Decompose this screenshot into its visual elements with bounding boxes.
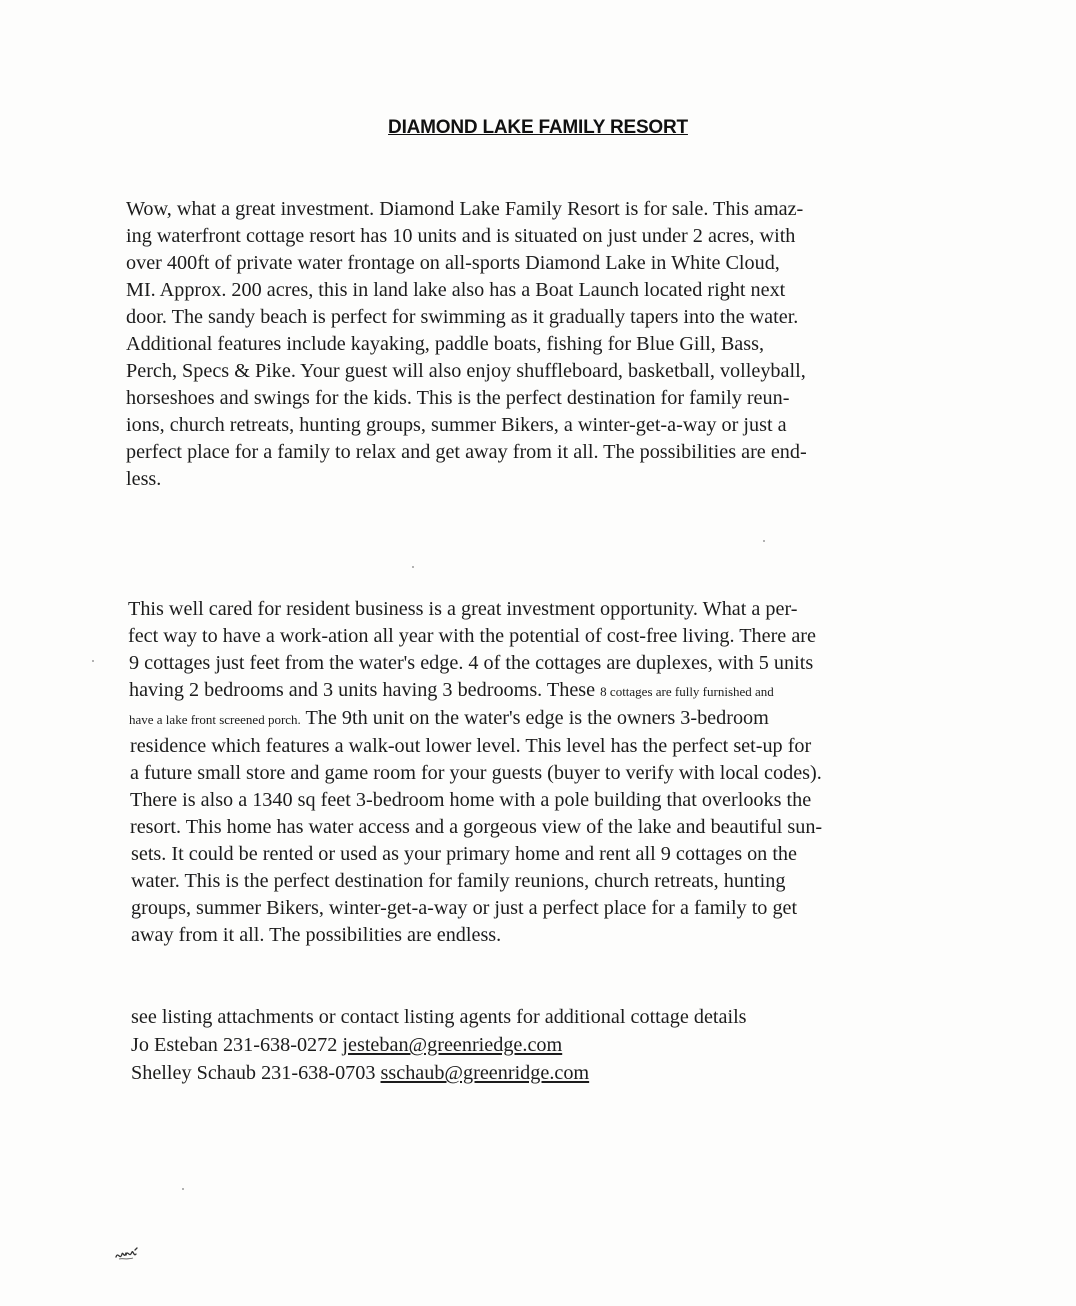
contact-block <box>131 1003 747 1087</box>
text-line: horseshoes and swings for the kids. This is the perfect destination for family reun- <box>126 387 790 409</box>
agent-1-name-phone: Jo Esteban 231-638-0272 <box>131 1034 343 1056</box>
contact-note: see listing attachments or contact listing agents for additional cottage details <box>131 1006 747 1028</box>
text-line: There is also a 1340 sq feet 3-bedroom home with a pole building that overlooks the <box>130 789 812 811</box>
text-line: Additional features include kayaking, paddle boats, fishing for Blue Gill, Bass, <box>126 333 765 355</box>
text-line: away from it all. The possibilities are endless. <box>131 924 502 946</box>
text-line: door. The sandy beach is perfect for swimming as it gradually tapers into the water. <box>126 306 799 328</box>
scan-speck <box>92 660 94 662</box>
text-line: water. This is the perfect destination for family reunions, church retreats, hunting <box>131 870 786 892</box>
agent-1-email-link[interactable]: jesteban@greenriedge.com <box>342 1034 563 1056</box>
text-line: groups, summer Bikers, winter-get-a-way or just a perfect place for a family to get <box>131 897 798 919</box>
text-line <box>129 677 822 705</box>
text-line: Perch, Specs & Pike. Your guest will also enjoy shuffleboard, basketball, volleyball, <box>126 360 806 382</box>
text-line: ing waterfront cottage resort has 10 units and is situated on just under 2 acres, with <box>126 225 796 247</box>
scan-speck <box>182 1188 184 1190</box>
text-line: 9 cottages just feet from the water's edge. 4 of the cottages are duplexes, with 5 units <box>129 652 814 674</box>
small-text-run: have a lake front screened porch. <box>129 712 301 727</box>
text-run: having 2 bedrooms and 3 units having 3 bedrooms. These <box>129 679 601 701</box>
small-text-run: 8 cottages are fully furnished and <box>600 684 774 699</box>
text-line: over 400ft of private water frontage on all-sports Diamond Lake in White Cloud, <box>126 252 780 274</box>
contact-agent-2 <box>131 1059 747 1087</box>
text-line: less. <box>126 468 162 490</box>
text-line: This well cared for resident business is a great investment opportunity. What a per- <box>128 598 798 620</box>
scan-speck <box>412 566 414 568</box>
text-line <box>129 705 822 733</box>
contact-agent-1 <box>131 1031 747 1059</box>
text-line: a future small store and game room for your guests (buyer to verify with local codes). <box>130 762 822 784</box>
paragraph-intro <box>126 196 807 493</box>
text-line: MI. Approx. 200 acres, this in land lake also has a Boat Launch located right next <box>126 279 786 301</box>
text-line: ions, church retreats, hunting groups, summer Bikers, a winter-get-a-way or just a <box>126 414 787 436</box>
text-line: sets. It could be rented or used as your primary home and rent all 9 cottages on the <box>131 843 797 865</box>
document-title: DIAMOND LAKE FAMILY RESORT <box>388 117 688 138</box>
paragraph-details <box>128 596 822 949</box>
text-line: fect way to have a work-ation all year with the potential of cost-free living. There are <box>128 625 816 647</box>
text-run: The 9th unit on the water's edge is the owners 3-bedroom <box>300 707 769 729</box>
text-line: resort. This home has water access and a gorgeous view of the lake and beautiful sun- <box>130 816 823 838</box>
agent-2-name-phone: Shelley Schaub 231-638-0703 <box>131 1062 381 1084</box>
initials-scribble-icon <box>115 1245 141 1263</box>
scan-speck <box>763 540 765 542</box>
text-line: residence which features a walk-out lower level. This level has the perfect set-up for <box>130 735 812 757</box>
text-line: Wow, what a great investment. Diamond Lake Family Resort is for sale. This amaz- <box>126 198 804 220</box>
text-line: perfect place for a family to relax and get away from it all. The possibilities are end- <box>126 441 807 463</box>
agent-2-email-link[interactable]: sschaub@greenridge.com <box>380 1062 590 1084</box>
